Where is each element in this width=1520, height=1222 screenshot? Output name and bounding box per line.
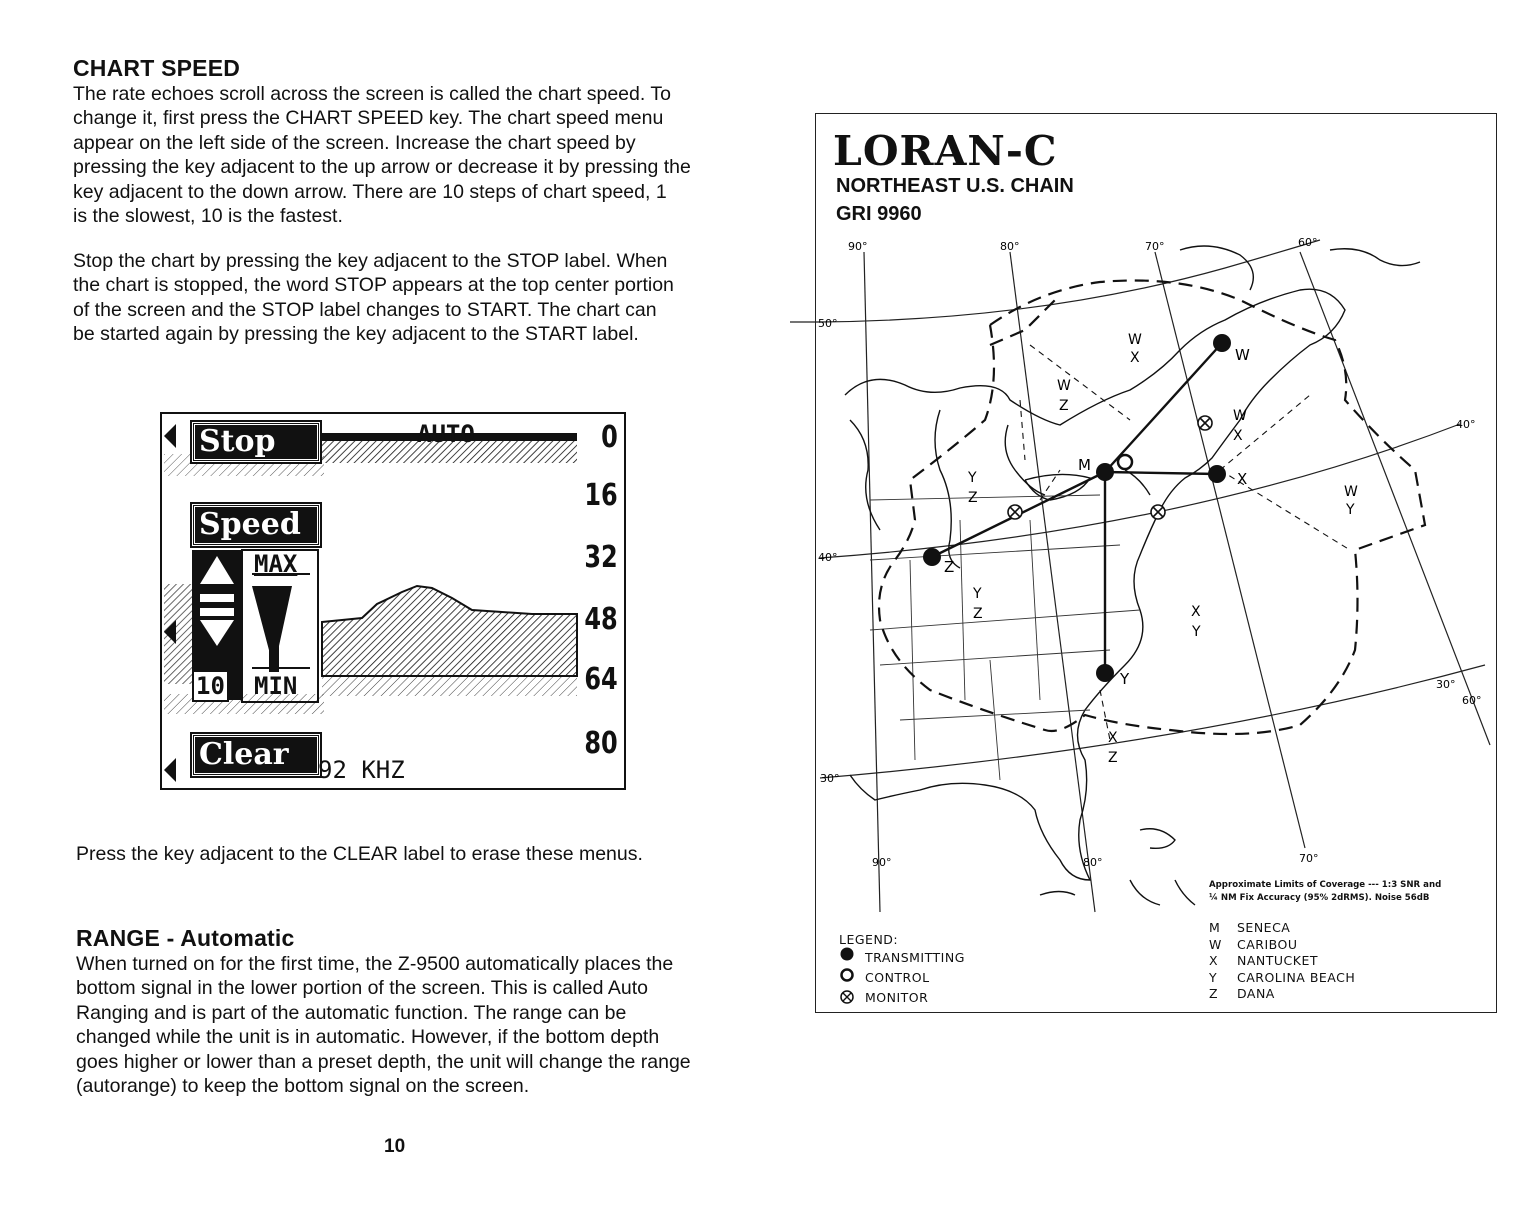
pair-label: Y xyxy=(1346,502,1355,518)
station-row xyxy=(1209,953,1355,970)
pair-label: X xyxy=(1233,428,1243,444)
text-line: change it, first press the CHART SPEED key. The chart speed menu xyxy=(73,107,664,130)
lon-label: 80° xyxy=(1000,240,1020,253)
map-subtitle: NORTHEAST U.S. CHAIN xyxy=(836,175,1074,197)
lon-label: 90° xyxy=(848,240,868,253)
lon-label: 70° xyxy=(1299,852,1319,865)
lon-label: 80° xyxy=(1083,856,1103,869)
lon-label-right: 60° xyxy=(1462,694,1482,707)
station-code: Y xyxy=(1209,969,1218,985)
lat-label-right: 30° xyxy=(1436,678,1456,691)
transmitting-symbol-icon xyxy=(841,948,854,961)
depth-scale-64: 64 xyxy=(584,662,618,697)
label-y: Y xyxy=(1120,670,1130,688)
pair-label: Y xyxy=(968,470,977,486)
station-code: Z xyxy=(1209,986,1219,1001)
pair-label: W xyxy=(1233,408,1247,424)
station-row xyxy=(1209,937,1355,954)
control-station-icon xyxy=(1118,455,1132,469)
depth-scale-48: 48 xyxy=(584,602,618,637)
station-name: DANA xyxy=(1237,986,1275,1001)
lat-label: 40° xyxy=(818,551,838,564)
station-y-carolina-beach xyxy=(1096,664,1114,682)
baseline-extensions xyxy=(1020,345,1350,740)
station-row xyxy=(1209,986,1355,1003)
legend-control: CONTROL xyxy=(865,970,930,985)
text-line: (autorange) to keep the bottom signal on the screen. xyxy=(76,1075,530,1098)
pair-label: W xyxy=(1057,378,1071,394)
pair-label: X xyxy=(1191,604,1201,620)
map-gri: GRI 9960 xyxy=(836,203,922,225)
graticule-labels xyxy=(818,236,1482,869)
text-line: changed while the unit is in automatic. However, if the bottom depth xyxy=(76,1026,660,1049)
lat-label: 30° xyxy=(820,772,840,785)
speed-button[interactable]: Speed xyxy=(192,504,320,546)
auto-indicator: AUTO xyxy=(417,420,475,448)
text-line: the chart is stopped, the word STOP appears at the top center portion xyxy=(73,274,674,297)
speed-max-label: MAX xyxy=(254,550,298,578)
text-line: of the screen and the STOP label changes to START. The chart can xyxy=(73,298,657,321)
pair-label: X xyxy=(1130,350,1140,366)
speed-min-label: MIN xyxy=(254,672,298,700)
monitor-symbol-icon xyxy=(841,991,853,1003)
text-line: The rate echoes scroll across the screen is called the chart speed. To xyxy=(73,83,671,105)
text-line: goes higher or lower than a preset depth, the unit will change the range xyxy=(76,1050,691,1073)
chart-speed-heading: CHART SPEED xyxy=(73,55,241,81)
clear-note: Press the key adjacent to the CLEAR label to erase these menus. xyxy=(76,843,643,865)
station-code: W xyxy=(1209,936,1222,952)
text-line: bottom signal in the lower portion of the screen. This is called Auto xyxy=(76,977,648,1000)
coverage-note-line-1: Approximate Limits of Coverage --- 1:3 SNR and xyxy=(1209,880,1442,890)
station-row xyxy=(1209,970,1355,987)
text-line: is the slowest, 10 is the fastest. xyxy=(73,205,343,228)
station-m-seneca xyxy=(1096,463,1114,481)
legend-monitor: MONITOR xyxy=(865,990,929,1005)
latitude-lines xyxy=(790,240,1485,778)
station-code: M xyxy=(1209,920,1221,935)
station-name: SENECA xyxy=(1237,920,1291,935)
pair-label: Z xyxy=(973,606,983,622)
pair-label: Z xyxy=(1108,750,1118,766)
text-line: be started again by pressing the key adjacent to the START label. xyxy=(73,323,639,346)
pair-label: Z xyxy=(1059,398,1069,414)
text-line: When turned on for the first time, the Z-9500 automatically places the xyxy=(76,953,674,975)
station-z-dana xyxy=(923,548,941,566)
text-line: Stop the chart by pressing the key adjacent to the STOP label. When xyxy=(73,250,668,272)
pair-label: Y xyxy=(1192,624,1201,640)
depth-scale-80: 80 xyxy=(584,726,618,761)
control-symbol-icon xyxy=(842,970,853,981)
pair-label: Z xyxy=(968,490,978,506)
station-x-nantucket xyxy=(1208,465,1226,483)
page-number: 10 xyxy=(384,1136,406,1157)
depth-scale-32: 32 xyxy=(584,540,618,575)
station-code: X xyxy=(1209,953,1219,968)
stop-button[interactable]: Stop xyxy=(192,422,320,462)
frequency-readout: 92 KHZ xyxy=(318,756,405,784)
station-list xyxy=(1209,920,1355,1003)
lat-label-right: 40° xyxy=(1456,418,1476,431)
lon-label: 70° xyxy=(1145,240,1165,253)
text-line: pressing the key adjacent to the up arrow or decrease it by pressing the xyxy=(73,156,691,179)
station-row xyxy=(1209,920,1355,937)
station-name: CARIBOU xyxy=(1237,936,1298,952)
legend-transmitting: TRANSMITTING xyxy=(865,950,965,965)
lon-label: 90° xyxy=(872,856,892,869)
longitude-lines xyxy=(864,252,1490,912)
range-heading: RANGE - Automatic xyxy=(76,925,295,951)
legend-title: LEGEND: xyxy=(839,932,899,947)
state-borders xyxy=(870,495,1140,780)
pair-label: X xyxy=(1108,730,1118,746)
lat-label: 50° xyxy=(818,317,838,330)
text-line: key adjacent to the down arrow. There are 10 steps of chart speed, 1 xyxy=(73,180,667,203)
pair-label: W xyxy=(1128,332,1142,348)
label-m: M xyxy=(1078,456,1091,474)
label-w: W xyxy=(1235,346,1250,364)
lon-label: 60° xyxy=(1298,236,1318,249)
label-x: X xyxy=(1237,470,1248,488)
label-z: Z xyxy=(944,558,955,576)
speed-value: 10 xyxy=(196,672,225,700)
station-name: CAROLINA BEACH xyxy=(1237,969,1356,985)
depth-scale-16: 16 xyxy=(584,478,618,513)
pair-zone-labels xyxy=(967,332,1358,766)
station-name: NANTUCKET xyxy=(1237,953,1318,968)
text-line: appear on the left side of the screen. Increase the chart speed by xyxy=(73,131,636,154)
text-line: Ranging and is part of the automatic function. The range can be xyxy=(76,1001,627,1024)
pair-label: W xyxy=(1344,484,1358,500)
coverage-note-line-2: ¼ NM Fix Accuracy (95% 2dRMS). Noise 56dB xyxy=(1209,893,1430,903)
depth-scale-0: 0 xyxy=(601,420,618,455)
station-w-caribou xyxy=(1213,334,1231,352)
map-title: LORAN-C xyxy=(833,127,1058,175)
pair-label: Y xyxy=(973,586,982,602)
clear-button[interactable]: Clear xyxy=(192,734,320,776)
